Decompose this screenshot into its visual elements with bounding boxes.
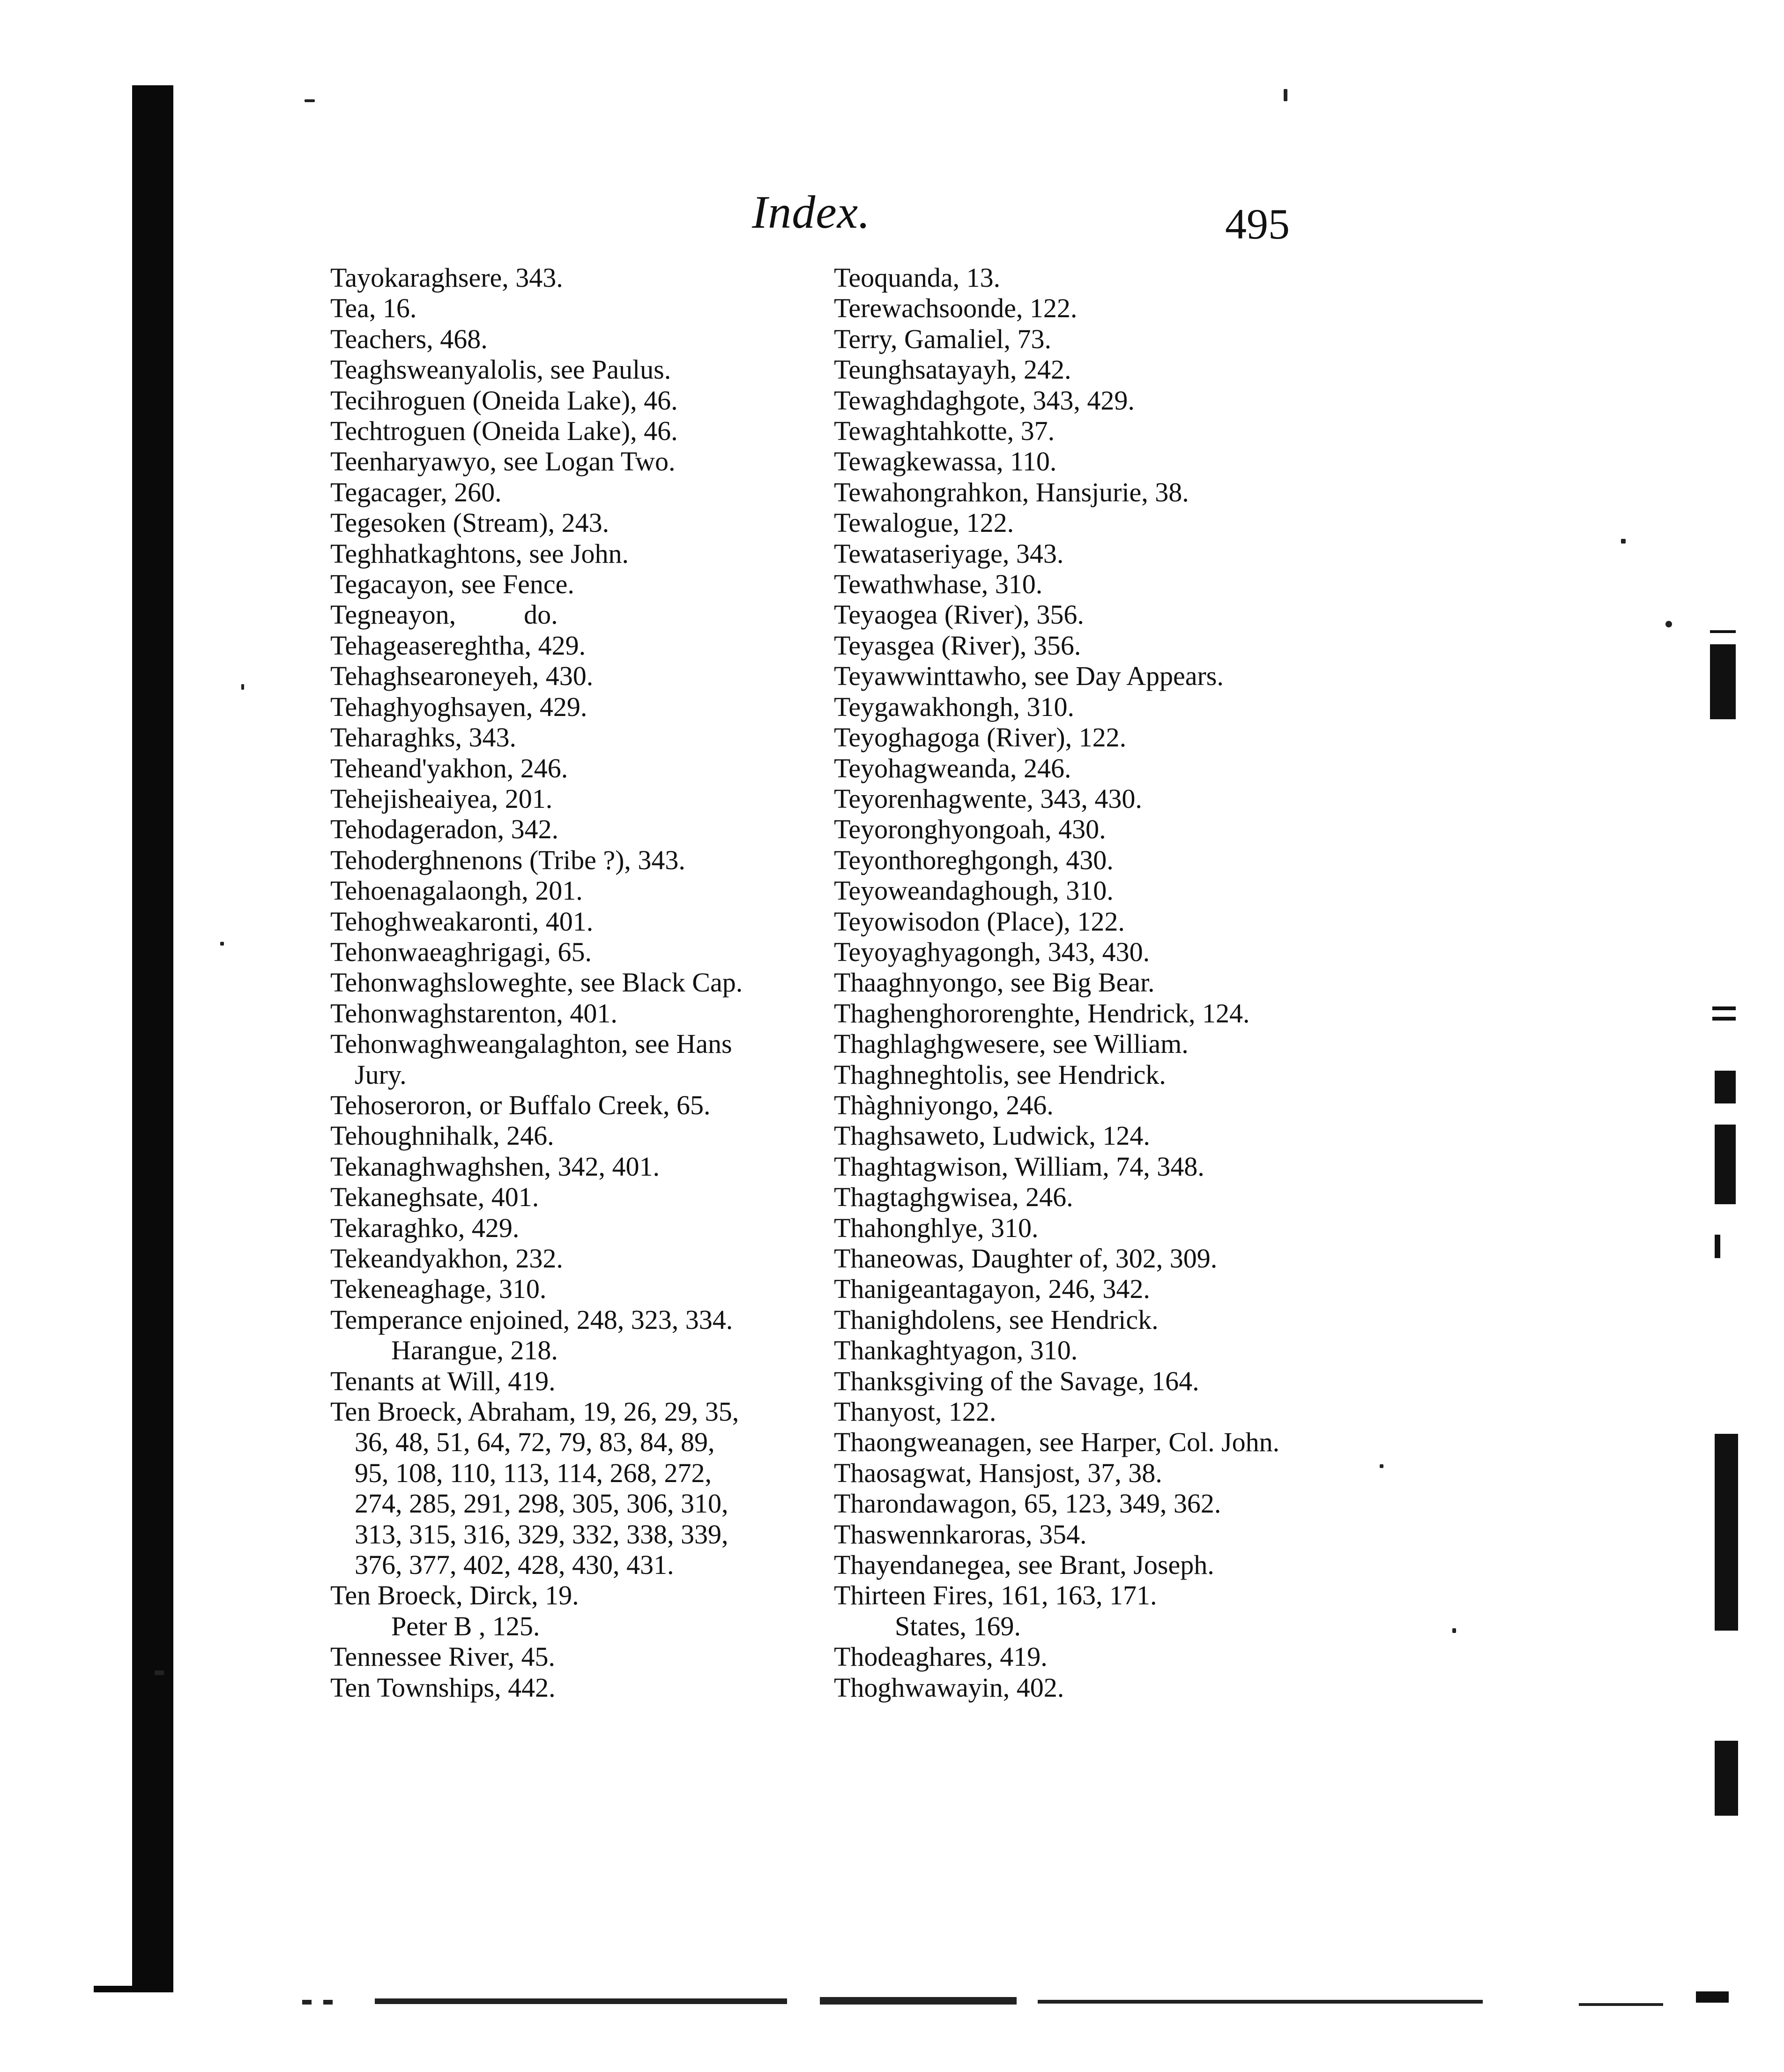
scan-bottom-rule — [323, 2000, 333, 2005]
index-entry: Tewathwhase, 310. — [834, 569, 1043, 600]
index-entry: Thaghtagwison, William, 74, 348. — [834, 1151, 1204, 1182]
index-entry: Tehoghweakaronti, 401. — [330, 906, 594, 937]
index-entry: Thahonghlye, 310. — [834, 1212, 1039, 1243]
index-entry: Tehejisheaiyea, 201. — [330, 783, 553, 814]
binding-shadow-foot — [94, 1986, 173, 1992]
index-entry: Thaosagwat, Hansjost, 37, 38. — [834, 1457, 1162, 1488]
scan-edge-mark — [1710, 630, 1736, 633]
index-subentry: Harangue, 218. — [391, 1335, 558, 1366]
scan-edge-mark — [1715, 1741, 1738, 1816]
index-entry: Tegacager, 260. — [330, 477, 502, 507]
index-entry: Thaghlaghgwesere, see William. — [834, 1029, 1189, 1059]
index-entry: Tewalogue, 122. — [834, 507, 1014, 538]
index-entry: Tehoseroron, or Buffalo Creek, 65. — [330, 1089, 711, 1120]
index-entry: Tennessee River, 45. — [330, 1641, 556, 1672]
index-entry: Tegacayon, see Fence. — [330, 569, 574, 600]
index-entry: Tegneayon, do. — [330, 599, 558, 630]
index-entry: Teyoyaghyagongh, 343, 430. — [834, 936, 1150, 967]
index-entry: Thaaghnyongo, see Big Bear. — [834, 967, 1155, 998]
scan-bottom-rule — [302, 2000, 312, 2005]
index-entry: Tehonwaghstarenton, 401. — [330, 998, 617, 1029]
index-entry: Thaghneghtolis, see Hendrick. — [834, 1059, 1166, 1090]
index-entry: Tekeneaghage, 310. — [330, 1274, 547, 1304]
index-entry: Teyonthoreghgongh, 430. — [834, 844, 1114, 875]
index-entry: Tehodageradon, 342. — [330, 814, 559, 845]
index-entry: Thodeaghares, 419. — [834, 1641, 1048, 1672]
index-entry: Thàghniyongo, 246. — [834, 1089, 1054, 1120]
index-entry: Tewaghdaghgote, 343, 429. — [834, 385, 1135, 416]
index-entry: Ten Broeck, Dirck, 19. — [330, 1580, 579, 1611]
scan-bottom-rule — [1579, 2003, 1663, 2006]
scan-speck — [1284, 89, 1287, 101]
index-entry: Teoquanda, 13. — [834, 262, 1001, 293]
index-entry: Teaghsweanyalolis, see Paulus. — [330, 354, 671, 385]
scan-speck — [241, 684, 244, 690]
index-entry: Techtroguen (Oneida Lake), 46. — [330, 416, 678, 447]
scan-speck — [220, 942, 224, 946]
page-number: 495 — [1225, 200, 1290, 248]
index-entry: Ten Broeck, Abraham, 19, 26, 29, 35, — [330, 1396, 739, 1427]
index-entry: Teharaghks, 343. — [330, 722, 516, 753]
index-entry: Tehageasereghtha, 429. — [330, 630, 586, 661]
index-entry: Thirteen Fires, 161, 163, 171. — [834, 1580, 1157, 1611]
index-entry-continuation: 95, 108, 110, 113, 114, 268, 272, — [355, 1457, 712, 1488]
scan-speck — [305, 99, 315, 102]
scan-bottom-rule — [820, 1997, 1017, 2005]
index-entry: Tehonwaghweangalaghton, see Hans — [330, 1029, 732, 1059]
index-entry: Thanyost, 122. — [834, 1396, 996, 1427]
index-entry-continuation: 376, 377, 402, 428, 430, 431. — [355, 1550, 674, 1580]
index-subentry: Peter B , 125. — [391, 1610, 540, 1641]
index-entry: Tewagkewassa, 110. — [834, 446, 1057, 477]
scan-bottom-rule — [375, 1998, 787, 2004]
index-entry-continuation: 313, 315, 316, 329, 332, 338, 339, — [355, 1519, 728, 1550]
scan-edge-mark — [1715, 1071, 1736, 1103]
index-entry: Tehaghsearoneyeh, 430. — [330, 661, 594, 692]
index-entry: Teyasgea (River), 356. — [834, 630, 1081, 661]
index-entry: Tekeandyakhon, 232. — [330, 1243, 563, 1274]
running-head: Index. — [752, 186, 871, 238]
index-column-left — [330, 262, 822, 1703]
index-entry: Teyohagweanda, 246. — [834, 753, 1071, 783]
index-entry: Tea, 16. — [330, 293, 417, 324]
index-entry: Tegesoken (Stream), 243. — [330, 507, 610, 538]
index-entry: Thagtaghgwisea, 246. — [834, 1182, 1073, 1213]
index-entry: Teygawakhongh, 310. — [834, 691, 1074, 722]
index-column-right — [834, 262, 1331, 1703]
scan-edge-mark — [1696, 1991, 1729, 2003]
index-entry-continuation: 36, 48, 51, 64, 72, 79, 83, 84, 89, — [355, 1427, 715, 1458]
index-entry: Thanigeantagayon, 246, 342. — [834, 1274, 1150, 1304]
index-entry: Terewachsoonde, 122. — [834, 293, 1078, 324]
index-entry: Tecihroguen (Oneida Lake), 46. — [330, 385, 678, 416]
index-entry: Tekaneghsate, 401. — [330, 1182, 539, 1213]
index-entry: Teheand'yakhon, 246. — [330, 753, 568, 783]
scan-edge-mark — [1712, 1006, 1736, 1010]
index-entry-continuation: 274, 285, 291, 298, 305, 306, 310, — [355, 1488, 728, 1519]
index-entry: Thaongweanagen, see Harper, Col. John. — [834, 1427, 1280, 1458]
index-entry: Tayokaraghsere, 343. — [330, 262, 563, 293]
index-entry: Tehonwaghsloweghte, see Black Cap. — [330, 967, 743, 998]
scan-edge-mark — [1715, 1235, 1720, 1258]
index-entry: Thaghsaweto, Ludwick, 124. — [834, 1120, 1150, 1151]
index-entry: Teghhatkaghtons, see John. — [330, 538, 629, 569]
index-entry: Thayendanegea, see Brant, Joseph. — [834, 1550, 1214, 1580]
index-entry: Teenharyawyo, see Logan Two. — [330, 446, 676, 477]
index-entry: Teachers, 468. — [330, 323, 488, 354]
index-entry: Thankaghtyagon, 310. — [834, 1335, 1078, 1366]
index-entry: Tehaghyoghsayen, 429. — [330, 691, 587, 722]
index-entry: Tehoenagalaongh, 201. — [330, 875, 583, 906]
scan-edge-mark — [1710, 644, 1736, 719]
index-entry: Tharondawagon, 65, 123, 349, 362. — [834, 1488, 1221, 1519]
index-entry: Tewataseriyage, 343. — [834, 538, 1064, 569]
index-entry: Thaghenghororenghte, Hendrick, 124. — [834, 998, 1250, 1029]
index-entry: Thoghwawayin, 402. — [834, 1672, 1064, 1703]
index-entry: Tehoughnihalk, 246. — [330, 1120, 554, 1151]
index-entry: Teyoghagoga (River), 122. — [834, 722, 1127, 753]
scan-bottom-rule — [1038, 2000, 1483, 2004]
index-entry: Teyawwinttawho, see Day Appears. — [834, 661, 1224, 692]
scan-speck — [1621, 539, 1626, 544]
index-entry: Teyoweandaghough, 310. — [834, 875, 1114, 906]
index-entry: Thanksgiving of the Savage, 164. — [834, 1365, 1199, 1396]
index-entry: Tewaghtahkotte, 37. — [834, 416, 1055, 447]
scan-speck — [1380, 1464, 1383, 1468]
scan-speck — [155, 1670, 164, 1675]
index-entry: Tenants at Will, 419. — [330, 1365, 556, 1396]
index-entry: Teunghsatayayh, 242. — [834, 354, 1071, 385]
index-entry: Teyorenhagwente, 343, 430. — [834, 783, 1142, 814]
index-entry: Teyaogea (River), 356. — [834, 599, 1084, 630]
scan-edge-mark — [1715, 1125, 1736, 1204]
index-subentry: States, 169. — [895, 1610, 1021, 1641]
binding-shadow — [132, 85, 173, 1992]
index-entry: Tehoderghnenons (Tribe ?), 343. — [330, 844, 685, 875]
index-entry: Terry, Gamaliel, 73. — [834, 323, 1052, 354]
index-entry: Tehonwaeaghrigagi, 65. — [330, 936, 592, 967]
index-entry: Thaneowas, Daughter of, 302, 309. — [834, 1243, 1218, 1274]
index-entry: Temperance enjoined, 248, 323, 334. — [330, 1304, 733, 1335]
index-entry: Teyoronghyongoah, 430. — [834, 814, 1106, 845]
index-entry: Thaswennkaroras, 354. — [834, 1519, 1087, 1550]
scan-edge-mark — [1712, 1017, 1736, 1021]
index-entry: Thanighdolens, see Hendrick. — [834, 1304, 1159, 1335]
index-entry: Tewahongrahkon, Hansjurie, 38. — [834, 477, 1189, 507]
index-entry: Ten Townships, 442. — [330, 1672, 556, 1703]
scan-edge-mark — [1715, 1434, 1738, 1631]
index-entry: Teyowisodon (Place), 122. — [834, 906, 1125, 937]
index-entry: Tekanaghwaghshen, 342, 401. — [330, 1151, 660, 1182]
index-entry-continuation: Jury. — [355, 1059, 407, 1090]
scan-speck — [1452, 1628, 1456, 1633]
scan-speck — [1665, 621, 1672, 627]
index-entry: Tekaraghko, 429. — [330, 1212, 520, 1243]
